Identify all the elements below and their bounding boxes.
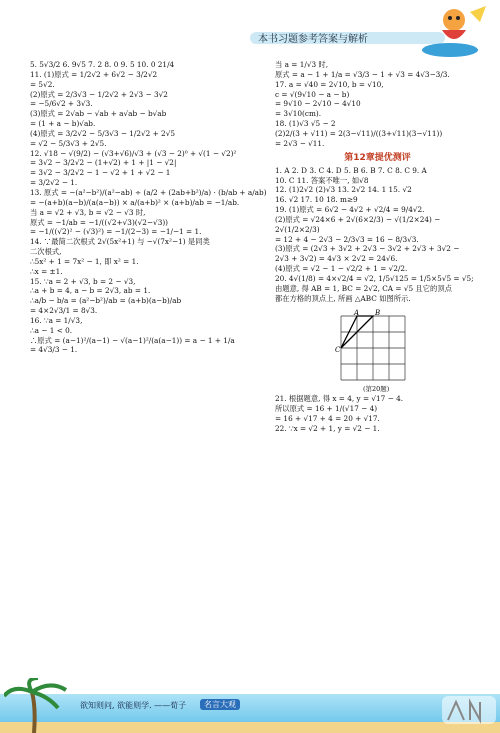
answer-line: 二次根式, [30, 247, 62, 257]
answer-line: = 3√2 − 3/2√2 − 1 − √2 + 1 + √2 − 1 [30, 168, 171, 178]
figure-caption: (第20题) [363, 385, 390, 394]
answer-line: (4)原式 = √2 − 1 − √2/2 + 1 = √2/2. [275, 264, 408, 274]
answer-line: = 5√2. [30, 79, 55, 89]
palm-tree-icon [4, 678, 74, 733]
answer-line: ∴a/b − b/a = (a²−b²)/ab = (a+b)(a−b)/ab [30, 296, 182, 306]
answer-line: (2)原式 = √24×6 + 2√(6×2/3) − √(1/2×24) − [275, 214, 441, 224]
answer-line: 12. √18 − √(9/2) − (√3+√6)/√3 + (√3 − 2)⁰ + √(1 − √2)² [30, 148, 237, 158]
answer-line: (4)原式 = 3/2√2 − 5/3√3 − 1/2√2 + 2√5 [30, 128, 175, 138]
answer-line: ∴原式 = (a−1)²/(a−1) − √(a−1)²/(a(a−1)) = a − 1 + 1/a [30, 335, 235, 345]
answer-line: 所以原式 = 16 + 1/(√17 − 4) [275, 404, 378, 413]
vertex-label: C [335, 345, 341, 354]
answer-line: 19. (1)原式 = 6√2 − 4√2 + √2/4 = 9/4√2. [275, 205, 425, 215]
sand-band [0, 722, 500, 733]
watermark-icon [440, 690, 498, 730]
answer-line: (2)2/(3 + √11) = 2(3−√11)/((3+√11)(3−√11)) [275, 128, 443, 138]
answer-line: ∴5x² + 1 = 7x² − 1, 即 x² = 1. [30, 256, 139, 266]
section-title: 第12章提优测评 [344, 152, 411, 163]
answer-line: 1. A 2. D 3. C 4. D 5. B 6. B 7. C 8. C 9. A [275, 165, 427, 175]
answer-line: ∴a − 1 < 0. [30, 325, 73, 335]
answer-line: = 3/2√2 − 1. [30, 178, 78, 188]
answer-line: 20. 4√(1/8) = 4×√2/4 = √2, 1/5√125 = 1/5×5√5 = √5; [275, 274, 474, 284]
answer-line: 由题意, 得 AB = 1, BC = 2√2, CA = √5 且它的顶点 [275, 283, 452, 293]
answer-line: (2)原式 = 2/3√3 − 1/2√2 + 2√3 − 3√2 [30, 89, 168, 99]
figure-20-grid [335, 308, 420, 383]
vertex-label: A [354, 308, 360, 317]
footer-brand: 名言大观 [200, 699, 240, 710]
answer-line: 22. ∵x = √2 + 1, y = √2 − 1. [275, 423, 380, 433]
answer-line: 当 a = 1/√3 时, [275, 60, 329, 69]
answer-line: = 4√3/3 − 1. [30, 345, 78, 355]
answer-line: 16. √2 17. 10 18. m≥9 [275, 195, 358, 205]
answer-line: 21. 根据题意, 得 x = 4, y = √17 − 4. [275, 394, 404, 404]
answer-line: c = √(9√10 − a − b) [275, 89, 350, 99]
answer-line: 原式 = −1/ab = −1/((√2+√3)(√2−√3)) [30, 217, 169, 227]
answer-line: (3)原式 = (2√3 + 3√2 + 2√3 − 3√2 + 2√3 + 3√2 − [275, 244, 460, 254]
footer-motto: 欲知则问, 欲能则学. ——荀子 [80, 701, 187, 710]
answer-line: ∴a + b = 4, a − b = 2√3, ab = 1. [30, 286, 151, 296]
answer-line: 14. ∵最简二次根式 2√(5x²+1) 与 −√(7x²−1) 是同类 [30, 237, 210, 247]
answer-line: 15. ∵a = 2 + √3, b = 2 − √3, [30, 276, 136, 286]
answer-line: = 3√2 − 3/2√2 − (1+√2) + 1 + |1 − √2| [30, 158, 177, 168]
answer-line: 12. (1)2√2 (2)√3 13. 2√2 14. 1 15. √2 [275, 185, 412, 195]
answer-line: = √2 − 5/3√3 + 2√5. [30, 138, 107, 148]
right-column [275, 60, 480, 434]
answer-line: = 9√10 − 2√10 − 4√10 [275, 99, 361, 109]
page-header [0, 0, 500, 60]
answer-line: 原式 = a − 1 + 1/a = √3/3 − 1 + √3 = 4√3−3/3. [275, 69, 450, 79]
answer-line: 13. 原式 = −(a²−b²)/(a²−ab) ÷ (a/2 + (2ab+b²)/a) · (b/ab + a/ab) [30, 187, 267, 197]
answer-line: 当 a = √2 + √3, b = √2 − √3 时, [30, 207, 146, 217]
answer-line: = −(a+b)(a−b)/(a(a−b)) × a/(a+b)² × (a+b)/ab = −1/ab. [30, 197, 240, 207]
answer-line: 2√3 + 3√2) = 4√3 × 2√2 = 24√6. [275, 254, 398, 264]
answer-line: = 3√10(cm). [275, 109, 322, 119]
answer-line: = 12 + 4 − 2√3 − 2/3√3 = 16 − 8/3√3. [275, 234, 419, 244]
answer-line: ∴x = ±1. [30, 266, 63, 276]
answer-line: 都在方格的顶点上, 所画 △ABC 如图所示. [275, 293, 411, 303]
mascot-icon [420, 2, 492, 58]
answer-line: 2√(1/2×2/3) [275, 224, 320, 234]
answer-line: 5. 5√3/2 6. 9√5 7. 2 8. 0 9. 5 10. 0 21/4 [30, 60, 175, 69]
answer-line: = (1 + a − b)√ab. [30, 119, 96, 129]
vertex-label: B [375, 308, 381, 317]
answer-line: = −5/6√2 + 3√3. [30, 99, 93, 109]
header-title: 本书习题参考答案与解析 [258, 34, 368, 45]
answer-line: (3)原式 = 2√ab − √ab + a√ab − b√ab [30, 109, 167, 119]
page-footer [0, 678, 500, 733]
answer-line: = 2√3 − √11. [275, 138, 325, 148]
left-column [30, 60, 267, 355]
answer-line: 11. (1)原式 = 1/2√2 + 6√2 − 3/2√2 [30, 69, 158, 79]
answer-line: = 16 + √17 + 4 = 20 + √17. [275, 413, 380, 423]
answer-line: 10. C 11. 答案不唯一, 如√8 [275, 175, 369, 185]
answer-line: = −1/((√2)² − (√3)²) = −1/(2−3) = −1/−1 = 1. [30, 227, 202, 237]
answer-line: 18. (1)√3 √5 − 2 [275, 119, 336, 129]
answer-line: 17. a = √40 = 2√10, b = √10, [275, 79, 384, 89]
answer-line: 16. ∵a = 1/√3, [30, 315, 83, 325]
answer-line: = 4×2√3/1 = 8√3. [30, 306, 98, 316]
